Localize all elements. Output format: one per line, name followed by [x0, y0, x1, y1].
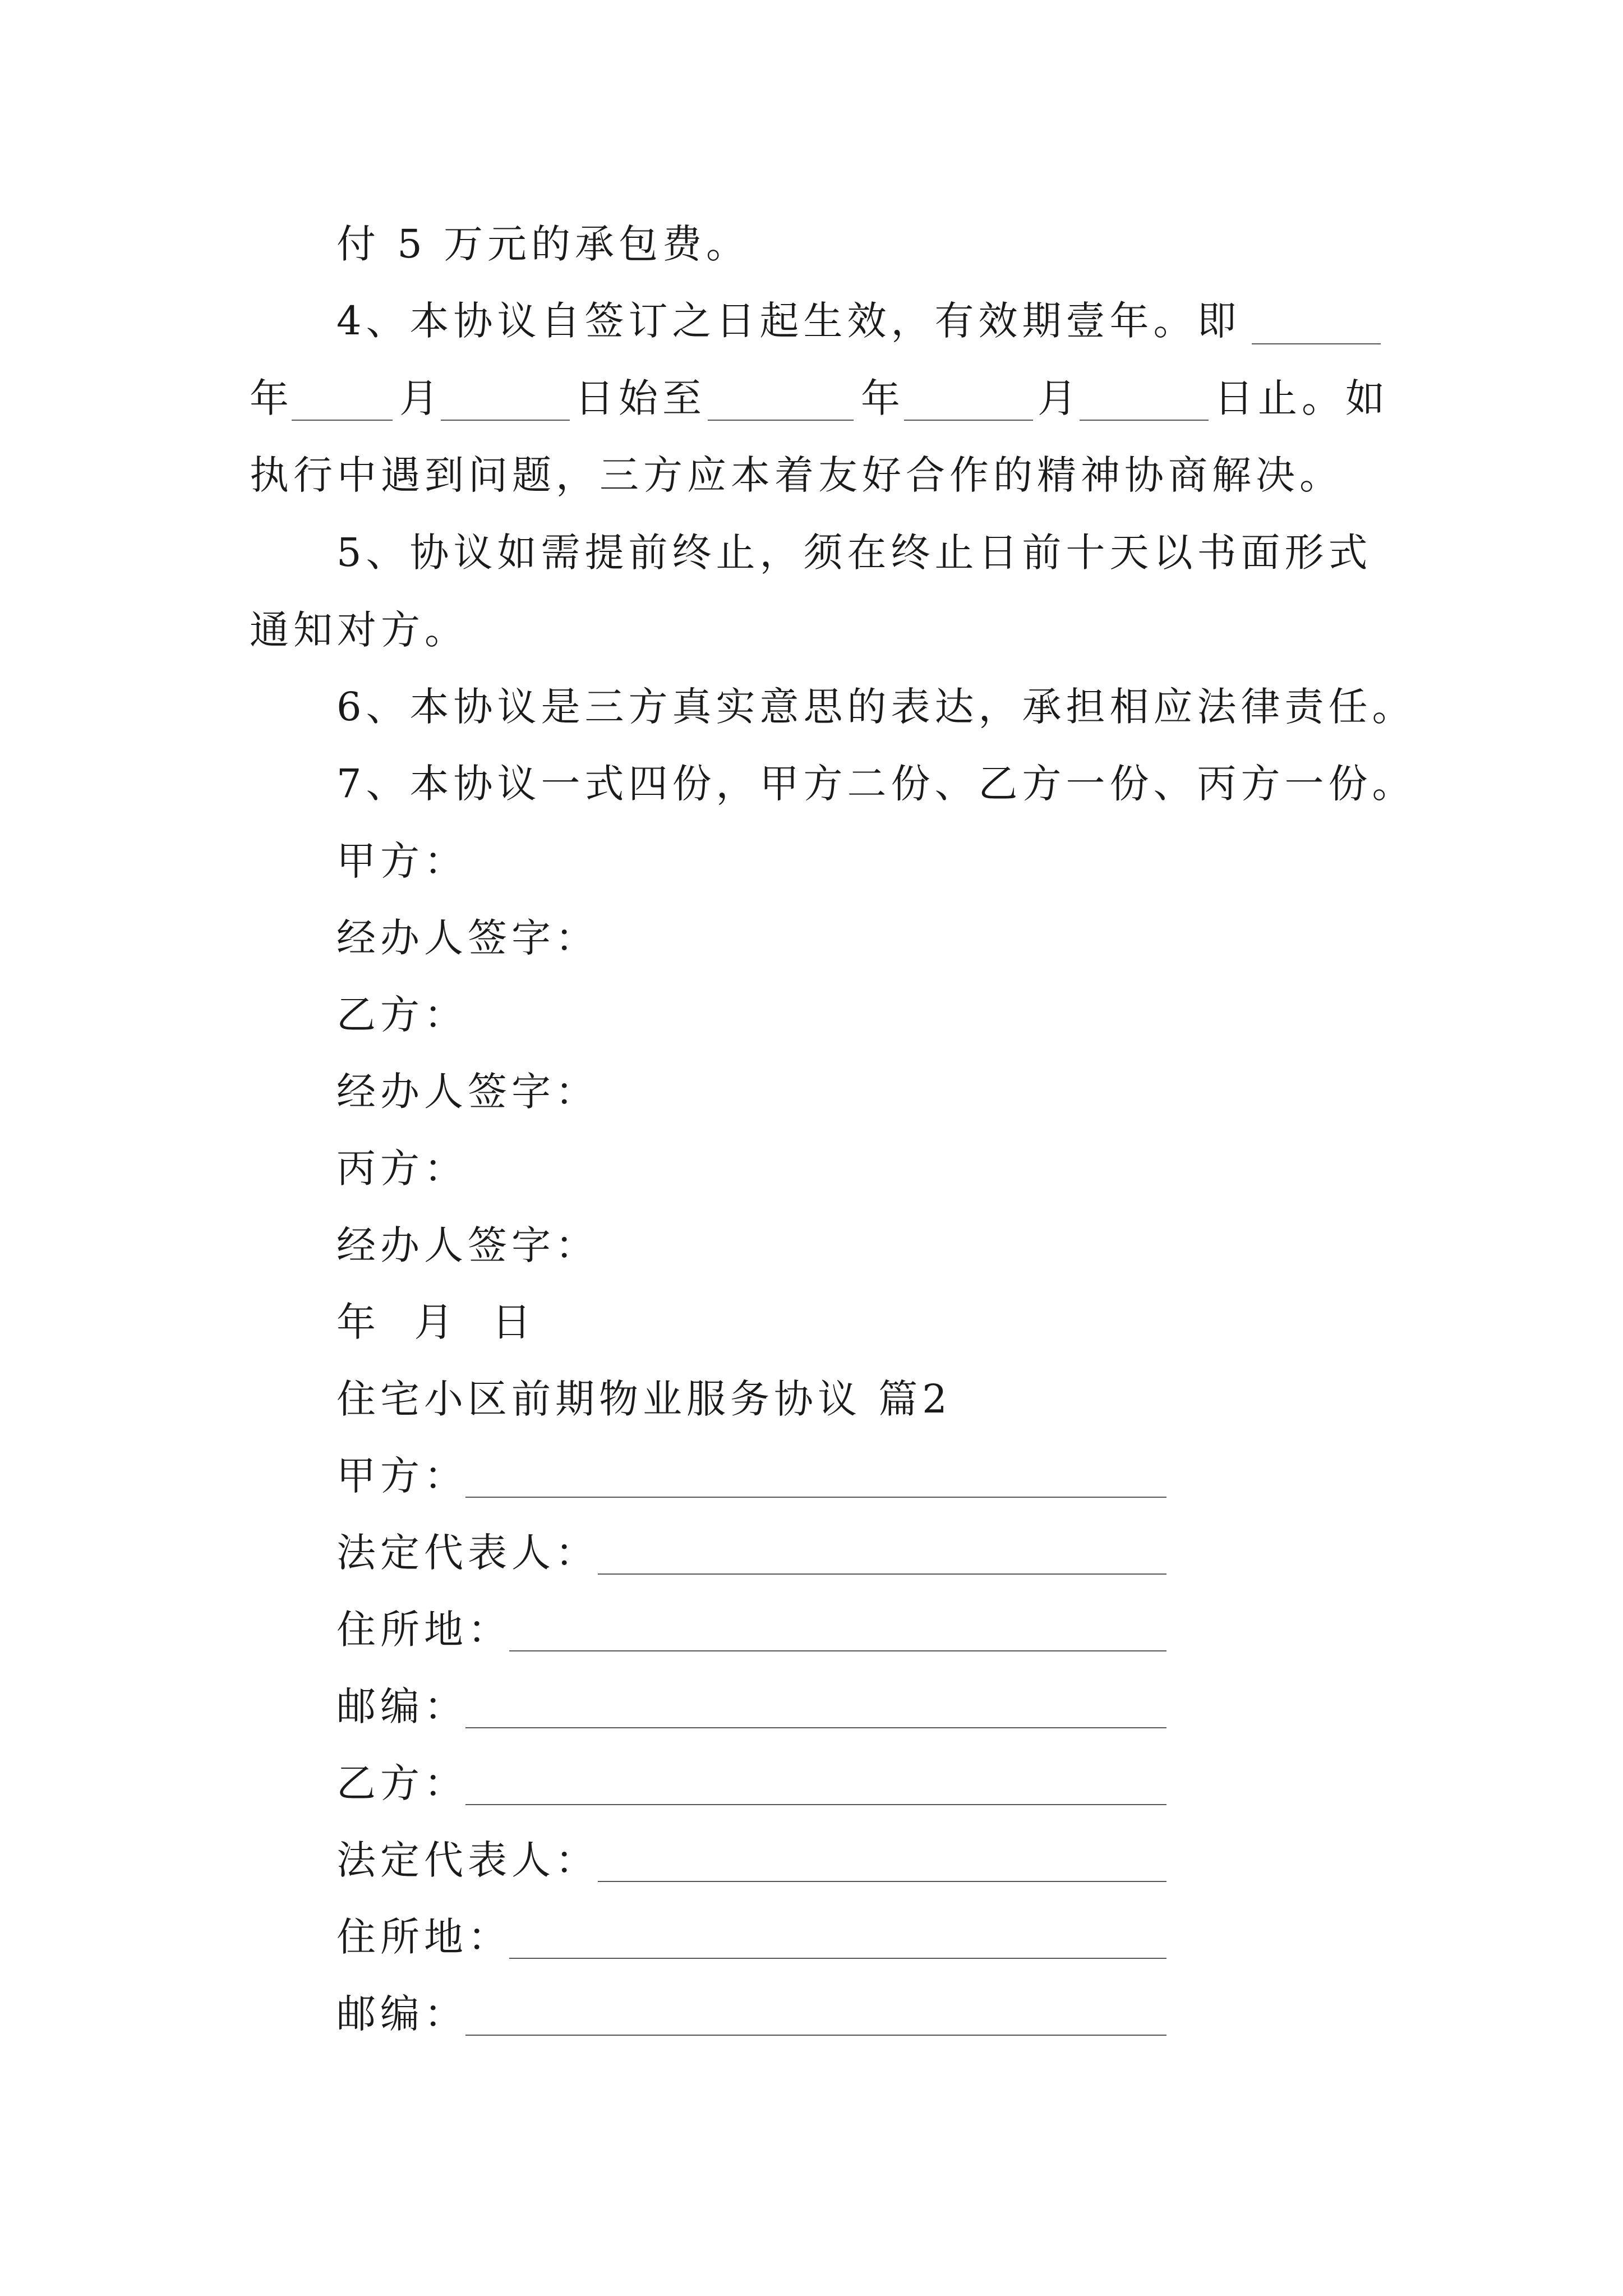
blank-year-2[interactable]: [904, 420, 1033, 421]
field-label-party-a: 甲方：: [336, 1453, 468, 1499]
clause-4-line-2: [250, 375, 293, 421]
field-label-postcode-a: 邮编：: [336, 1683, 468, 1729]
clause-4-line-3: 执行中遇到问题，三方应本着友好合作的精神协商解决。: [250, 452, 1343, 498]
party-b-label: 乙方：: [336, 992, 468, 1038]
field-label-party-b: 乙方：: [336, 1760, 468, 1806]
fee-line: 付 5 万元的承包费。: [336, 221, 750, 267]
blank-day-1[interactable]: [708, 420, 854, 421]
field-label-address-b: 住所地：: [336, 1914, 511, 1960]
handler-c-label: 经办人签字：: [336, 1222, 599, 1268]
field-input-postcode-a[interactable]: [465, 1727, 1166, 1728]
label-day-end: 日止。如: [1214, 375, 1389, 421]
date-line: 年 月 日: [336, 1299, 536, 1345]
clause-5-line-2: 通知对方。: [250, 607, 468, 653]
field-label-legal-rep-a: 法定代表人：: [336, 1530, 599, 1576]
field-input-address-b[interactable]: [509, 1958, 1166, 1959]
clause-4-line-1: [336, 298, 1241, 344]
label-year-1: 年: [250, 375, 293, 421]
field-input-legal-rep-b[interactable]: [598, 1881, 1166, 1882]
party-c-label: 丙方：: [336, 1145, 468, 1191]
field-input-postcode-b[interactable]: [465, 2035, 1166, 2036]
clause-4-text: 4、本协议自签订之日起生效，有效期壹年。即: [336, 298, 1241, 344]
blank-year-start-prefix[interactable]: [1252, 343, 1381, 344]
label-year-2: 年: [861, 375, 905, 421]
label-month-1: 月: [399, 375, 443, 421]
clause-6: 6、本协议是三方真实意思的表达，承担相应法律责任。: [336, 684, 1416, 730]
field-label-legal-rep-b: 法定代表人：: [336, 1837, 599, 1883]
clause-7: 7、本协议一式四份，甲方二份、乙方一份、丙方一份。: [336, 761, 1416, 807]
section-2-title: 住宅小区前期物业服务协议 篇2: [336, 1376, 952, 1422]
blank-month-2[interactable]: [1080, 420, 1209, 421]
label-day-start: 日始至: [575, 375, 706, 421]
label-month-2: 月: [1038, 375, 1081, 421]
field-label-postcode-b: 邮编：: [336, 1991, 468, 2037]
handler-a-label: 经办人签字：: [336, 915, 599, 961]
party-a-label: 甲方：: [336, 838, 468, 884]
field-input-party-b[interactable]: [465, 1804, 1166, 1805]
field-input-party-a[interactable]: [465, 1497, 1166, 1498]
handler-b-label: 经办人签字：: [336, 1069, 599, 1115]
field-input-legal-rep-a[interactable]: [598, 1573, 1166, 1575]
clause-5-line-1: 5、协议如需提前终止，须在终止日前十天以书面形式: [336, 530, 1372, 576]
field-label-address-a: 住所地：: [336, 1607, 511, 1653]
field-input-address-a[interactable]: [509, 1650, 1166, 1651]
blank-month-1[interactable]: [441, 420, 570, 421]
blank-year-1[interactable]: [292, 420, 393, 421]
